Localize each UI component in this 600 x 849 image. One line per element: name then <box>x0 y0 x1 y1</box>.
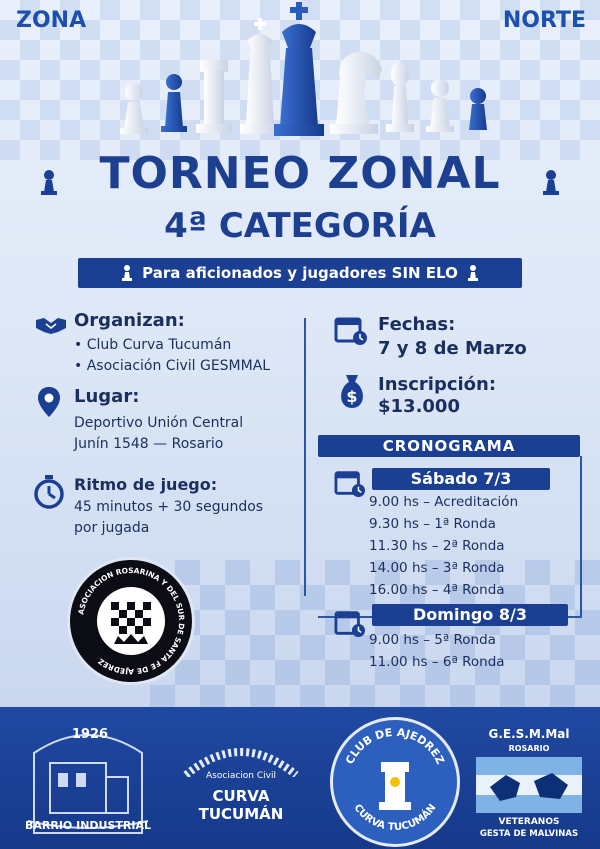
blue-pawn-right-icon <box>469 88 487 130</box>
organizer-item: • Asociación Civil GESMMAL <box>74 356 270 377</box>
schedule-entry: 9.00 hs – Acreditación <box>369 494 519 510</box>
pawn-icon <box>120 264 134 282</box>
venue-address: Junín 1548 — Rosario <box>74 436 224 452</box>
club-ajedrez-logo <box>330 717 460 847</box>
schedule-entry: 9.00 hs – 5ª Ronda <box>369 632 496 648</box>
schedule-entry: 16.00 hs – 4ª Ronda <box>369 582 505 598</box>
day-saturday-label: Sábado 7/3 <box>372 468 550 490</box>
schedule-entry: 14.00 hs – 3ª Ronda <box>369 560 505 576</box>
calendar-clock-icon <box>334 608 366 638</box>
blue-pawn-icon <box>161 74 187 132</box>
blue-king-icon <box>274 2 324 136</box>
pawn-icon <box>466 264 480 282</box>
schedule-entry: 11.00 hs – 6ª Ronda <box>369 654 505 670</box>
svg-text:CLUB DE AJEDREZ: CLUB DE AJEDREZ <box>343 725 447 767</box>
location-pin-icon <box>36 386 62 418</box>
white-bishop-icon <box>386 61 414 132</box>
pace-line1: 45 minutos + 30 segundos <box>74 499 264 515</box>
tournament-category: 4ª CATEGORÍA <box>164 206 436 246</box>
association-seal <box>70 560 192 682</box>
tournament-title: TORNEO ZONAL <box>99 148 501 199</box>
white-rook-icon <box>196 60 232 133</box>
logo2-name: CURVA TUCUMÁN <box>198 787 284 823</box>
chess-pieces-illustration <box>100 0 500 140</box>
logo4-city: ROSARIO <box>508 744 550 753</box>
logo2-top: Asociacion Civil <box>206 771 276 781</box>
schedule-entry: 11.30 hs – 2ª Ronda <box>369 538 505 554</box>
schedule-entry: 9.30 hs – 1ª Ronda <box>369 516 496 532</box>
audience-text: Para aficionados y jugadores SIN ELO <box>142 264 458 282</box>
white-knight-icon <box>330 52 382 134</box>
day-sunday-label: Domingo 8/3 <box>372 604 568 626</box>
logo1-name: BARRIO INDUSTRIAL <box>25 819 151 832</box>
sponsors-footer <box>0 707 600 849</box>
column-divider <box>304 318 306 596</box>
handshake-icon <box>34 314 68 336</box>
organizer-item: • Club Curva Tucumán <box>74 335 231 356</box>
calendar-clock-icon <box>334 314 368 346</box>
white-pawn-icon <box>120 83 148 134</box>
schedule-heading: CRONOGRAMA <box>318 435 580 457</box>
zone-direction-label: NORTE <box>502 8 586 33</box>
venue-name: Deportivo Unión Central <box>74 415 244 431</box>
money-bag-icon <box>336 372 368 410</box>
fee-heading: Inscripción: <box>378 374 497 395</box>
pace-line2: por jugada <box>74 520 150 536</box>
logo4-line2: GESTA DE MALVINAS <box>479 829 579 839</box>
stopwatch-icon <box>32 474 66 510</box>
calendar-clock-icon <box>334 468 366 498</box>
logo4-name: G.E.S.M.Mal <box>488 727 570 741</box>
pawn-right-icon <box>540 168 562 196</box>
svg-text:CURVA TUCUMÁN: CURVA TUCUMÁN <box>351 802 439 834</box>
fee-value: $13.000 <box>378 396 460 417</box>
club-ajedrez-graphic <box>333 720 457 844</box>
seal-graphic <box>70 560 192 682</box>
svg-text:ASOCIACION ROSARINA Y DEL SUR: ASOCIACION ROSARINA Y DEL SUR DE SANTA FE DE AJEDREZ <box>76 565 187 677</box>
logo4-line1: VETERANOS <box>498 817 560 827</box>
pawn-left-icon <box>38 168 60 196</box>
svg-text:$: $ <box>346 387 358 406</box>
zone-label: ZONA <box>16 8 87 33</box>
pace-heading: Ritmo de juego: <box>74 475 218 494</box>
organizers-heading: Organizan: <box>74 310 185 331</box>
venue-heading: Lugar: <box>74 386 140 407</box>
white-king-icon <box>240 18 280 134</box>
audience-ribbon <box>78 258 522 288</box>
dates-heading: Fechas: <box>378 314 456 335</box>
dates-value: 7 y 8 de Marzo <box>378 338 527 359</box>
malvinas-map-icon <box>476 757 582 813</box>
white-pawn-right-icon <box>426 79 454 132</box>
logo1-year: 1926 <box>71 727 109 742</box>
